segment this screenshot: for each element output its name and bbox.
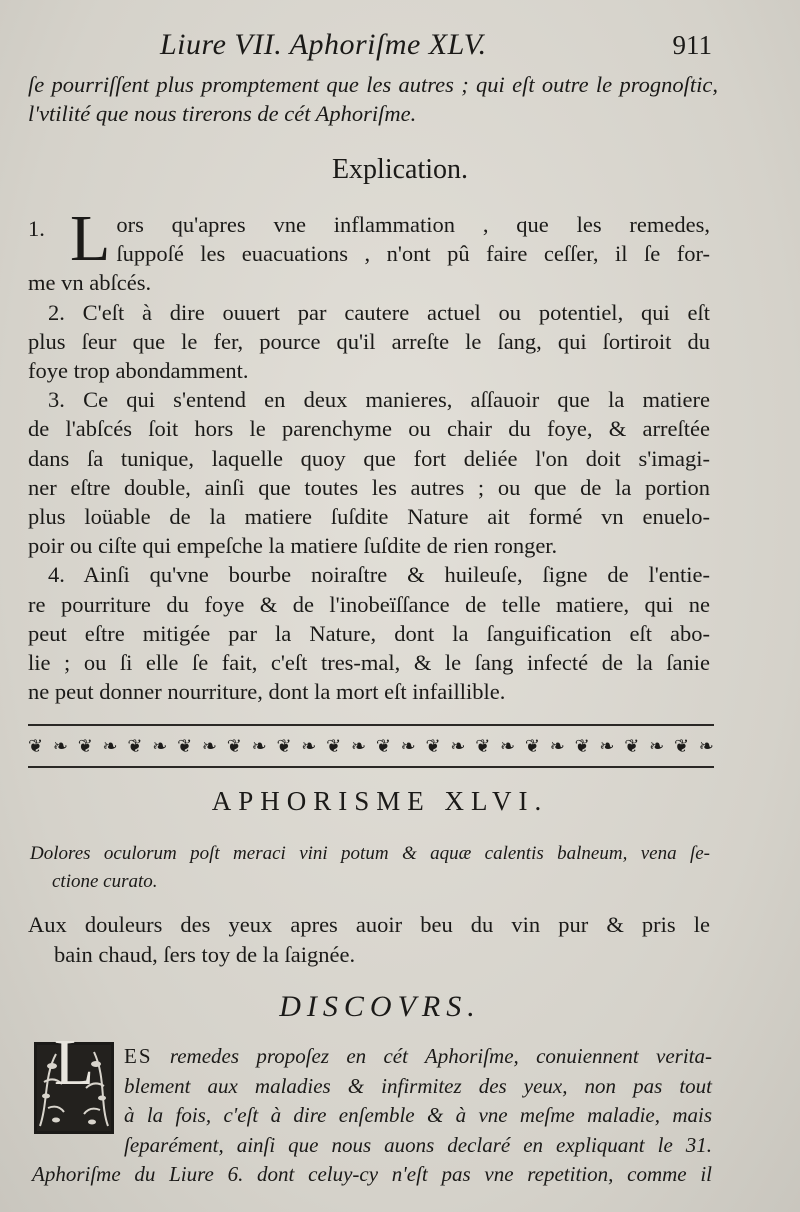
drop-capital: L [53,1026,95,1099]
fleuron-icon: ❧ [450,736,466,756]
fleuron-icon: ❧ [500,736,516,756]
paragraph-number: 4. [48,562,65,588]
fleuron-icon: ❦ [524,736,540,756]
fleuron-icon: ❦ [673,736,690,756]
explication-heading: Explication. [331,154,469,185]
fleuron-icon: ❧ [549,736,565,756]
fleuron-icon: ❦ [77,736,93,756]
fleuron-icon: ❧ [599,736,615,756]
ornamental-band [28,724,714,768]
paragraph-number: 3. [48,387,65,413]
fleuron-icon: ❧ [102,736,118,756]
text-line: dans ſa tunique, laquelle quoy que fort deliée l'on doit s'imagi- [28,445,710,471]
aphorism-title: APHORISME XLVI. [211,786,549,816]
fleuron-icon: ❦ [475,736,491,756]
text-line: plus ſeur que le fer, pource qu'il arreſte le ſang, qui ſortiroit du [28,328,710,354]
explication-paragraph-2 [28,298,710,386]
explication-paragraph-3 [28,385,710,560]
fleuron-icon: ❦ [326,736,342,756]
drop-capital: L [70,202,111,275]
french-translation [28,910,710,970]
explication-paragraph-4 [28,560,710,706]
text-line: peut eſtre mitigée par la Nature, dont la ſanguification eſt abo- [28,620,710,646]
text-line: ſeparément, ainſi que nous auons declaré en expliquant le 31. [124,1132,712,1157]
discours-body [32,1026,712,1190]
text-line [28,560,710,589]
text-line: re pourriture du foye & de l'inobeïſſance de telle matiere, qui ne [28,591,710,617]
fleuron-icon: ❦ [375,736,391,756]
fleuron-icon: ❦ [425,736,441,756]
paragraph-number: 1. [28,216,45,241]
text-line: lie ; ou ſi elle ſe fait, c'eſt tres-mal, & le ſang infecté de la ſanie [28,650,710,676]
fleuron-icon: ❧ [400,736,416,756]
fleuron-icon: ❦ [574,736,590,756]
text-line: ner eſtre double, ainſi que toutes les autres ; ou que de la portion [28,474,710,500]
text-line: blement aux maladies & infirmitez des yeux, non pas tout [124,1073,712,1098]
text-line: me vn abſcés. [28,270,152,296]
text-line [28,298,710,327]
fleuron-icon: ❦ [127,736,143,756]
text-line: ſe pourriſſent plus promptement que les autres ; qui eſt outre le prognoſtic, [28,72,718,97]
text-segment: C'eſt à dire ouuert par cautere actuel ou potentiel, qui eſt [82,299,710,325]
text-line: bain chaud, ſers toy de la ſaignée. [54,942,356,967]
running-title: Liure VII. Aphoriſme XLV. [160,28,487,61]
running-head [160,28,712,62]
text-line: l'vtilité que nous tirerons de cét Aphoriſme. [28,101,417,126]
text-segment: remedes propoſez en cét Aphoriſme, conuiennent verita- [152,1044,712,1068]
fleuron-icon: ❧ [52,736,68,756]
text-segment: Ainſi qu'vne bourbe noiraſtre & huileuſe, ſigne de l'entie- [83,562,710,588]
page-number: 911 [672,30,712,60]
text-line: à la fois, c'eſt à dire enſemble & à vne meſme maladie, mais [124,1103,712,1127]
fleuron-icon: ❧ [152,736,168,756]
text-line: ors qu'apres vne inflammation , que les remedes, [116,212,710,237]
fleuron-icon: ❧ [350,736,367,756]
text-line: plus loüable de la matiere ſuſdite Nature ait formé vn enuelo- [28,504,710,530]
paragraph-number: 2. [48,299,65,325]
decorated-initial [34,1026,114,1134]
fleuron-icon: ❧ [251,736,267,756]
lead-letters: ES [124,1044,153,1068]
explication-body [28,202,710,706]
text-segment: Ce qui s'entend en deux manieres, aſſauoir que la matiere [83,387,710,413]
fleuron-icon: ❦ [28,736,44,756]
fleuron-icon: ❦ [624,736,640,756]
intro-text [28,70,718,128]
fleuron-icon: ❧ [649,736,665,756]
fleuron-icon: ❧ [301,736,317,756]
fleuron-icon: ❦ [177,736,193,756]
text-line: foye trop abondamment. [28,358,249,384]
text-line: Dolores oculorum poſt meraci vini potum & aquæ calentis balneum, vena ſe- [30,843,710,864]
fleuron-icon: ❧ [698,736,714,756]
fleuron-icon: ❧ [201,736,217,756]
text-line [28,385,710,414]
text-line: Aux douleurs des yeux apres auoir beu du vin pur & pris le [28,912,710,937]
text-line: ne peut donner nourriture, dont la mort eſt infaillible. [28,679,506,705]
text-line: Aphoriſme du Liure 6. dont celuy-cy n'eſt pas vne repetition, comme il [32,1162,712,1186]
text-line: ſuppoſé les euacuations , n'ont pû faire ceſſer, il ſe for- [116,241,710,267]
explication-paragraph-1 [28,202,710,298]
latin-aphorism [30,840,710,896]
text-line: ctione curato. [52,871,158,892]
discours-heading: DISCOVRS. [279,990,481,1023]
text-line: de l'abſcés ſoit hors le parenchyme ou chair du foye, & arreſtée [28,416,710,442]
text-line: poir ou ciſte qui empeſche la matiere ſuſdite de rien ronger. [28,533,558,559]
fleuron-icon: ❦ [226,736,242,756]
text-line [32,1042,712,1072]
fleuron-icon: ❦ [276,736,292,756]
